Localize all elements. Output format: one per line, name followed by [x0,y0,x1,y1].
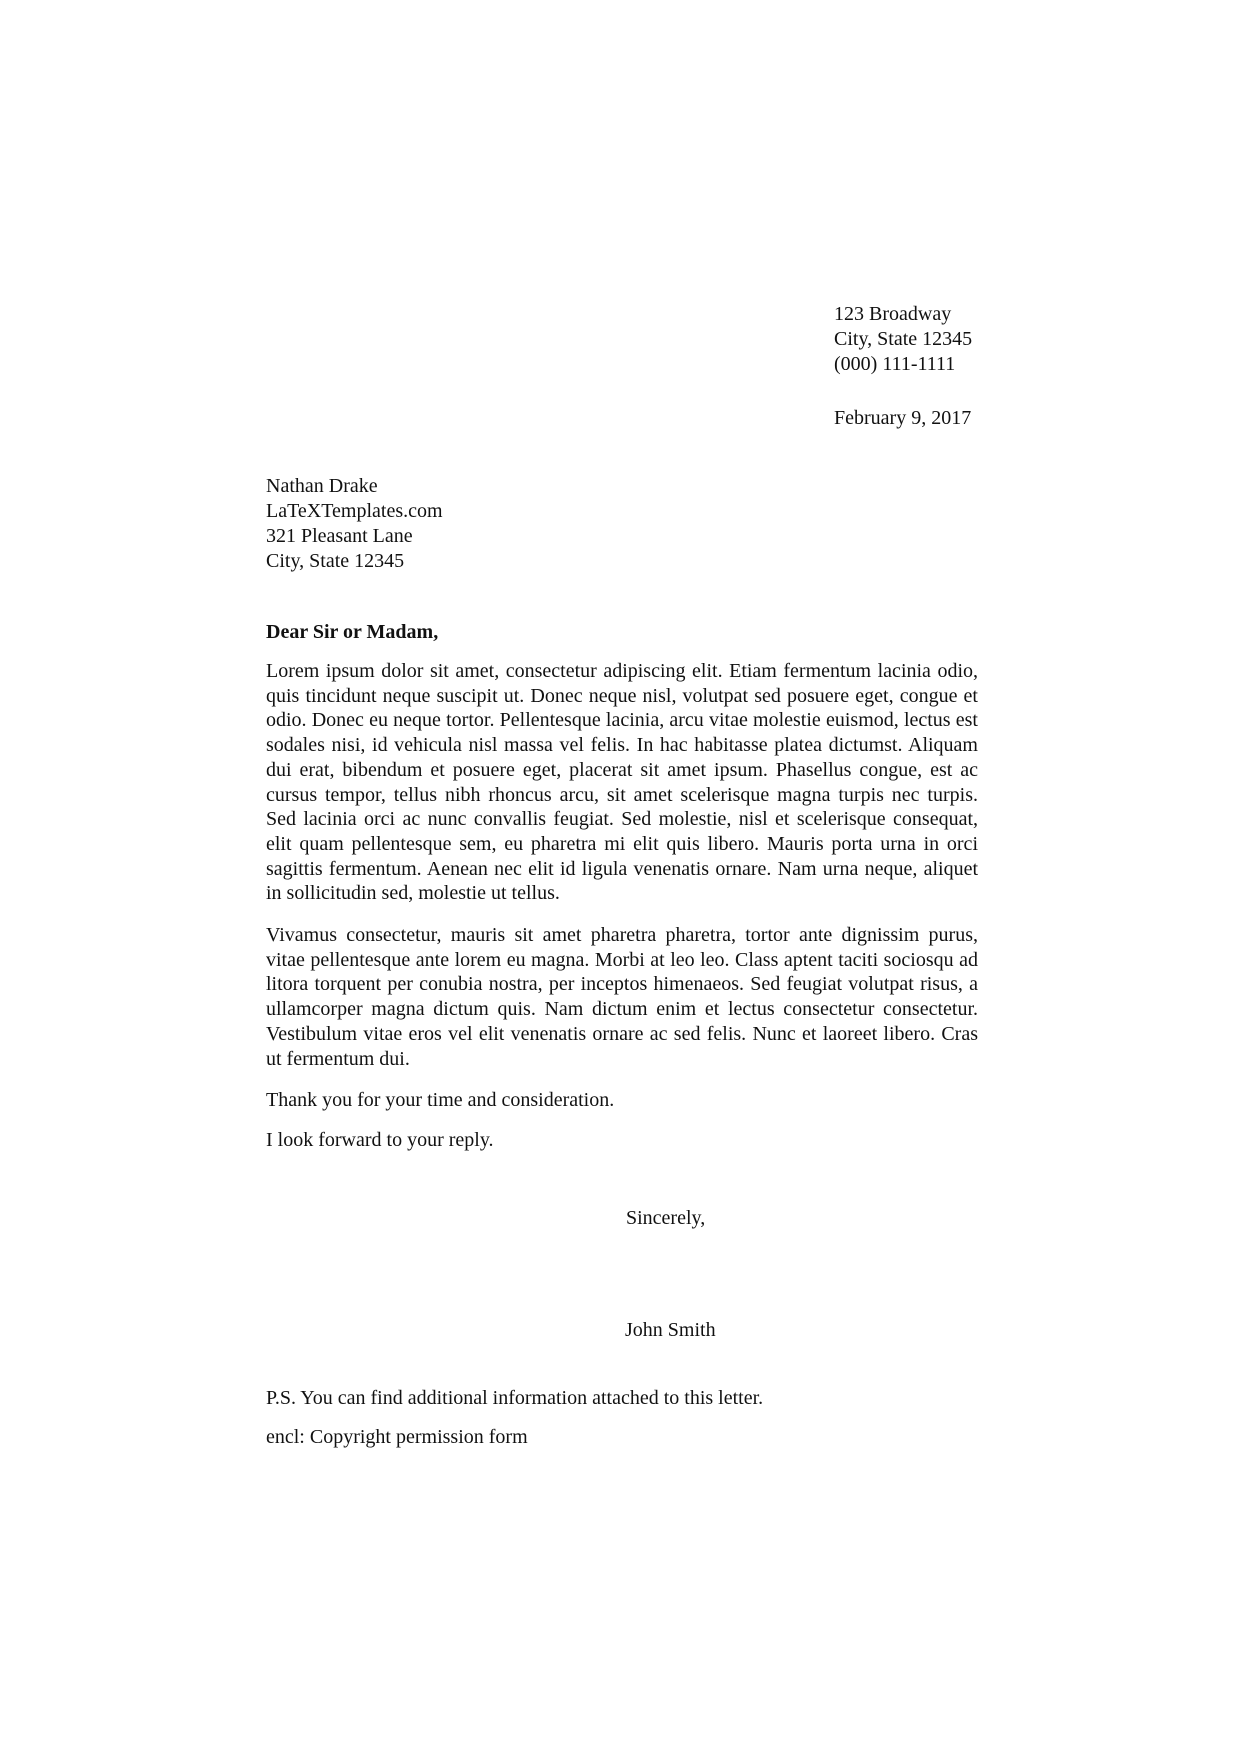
letter-date: February 9, 2017 [834,407,972,429]
sender-city-state: City, State 12345 [834,328,973,350]
body-paragraph: Lorem ipsum dolor sit amet, consectetur adipiscing elit. Etiam fermentum lacinia odio, quis tincidunt neque suscipit ut. Donec neque nisl, volutpat sed posuere eget, congue et odio. Donec eu neque tortor. Pellentesque lacinia, arcu vitae molestie euismod, lectus est sodales nisi, id vehicula nisl massa vel felis. In hac habitasse platea dictumst. Aliquam dui erat, bibendum et posuere eget, placerat sit amet ipsum. Phasellus congue, est ac cursus tempor, tellus nibh rhoncus arcu, sit amet scelerisque magna turpis nec turpis. Sed lacinia orci ac nunc convallis feugiat. Sed molestie, nisl et scelerisque consequat, elit quam pellentesque sem, eu pharetra mi elit quis libero. Mauris porta urna in orci sagittis fermentum. Aenean nec elit id ligula venenatis ornare. Nam urna neque, aliquet in sollicitudin sed, molestie ut tellus. [266,660,978,905]
sender-address-block [834,302,972,377]
postscript: P.S. You can find additional information attached to this letter. [266,1387,764,1409]
sender-street: 123 Broadway [834,303,952,325]
recipient-city-state: City, State 12345 [266,550,405,572]
recipient-name: Nathan Drake [266,475,378,497]
body-paragraph: Vivamus consectetur, mauris sit amet pharetra pharetra, tortor ante dignissim purus, vitae pellentesque ante lorem eu magna. Morbi at leo leo. Class aptent taciti sociosqu ad litora torquent per conubia nostra, per inceptos himenaeos. Sed feugiat volutpat risus, a ullamcorper magna dictum quis. Nam dictum enim et lectus consectetur consectetur. Vestibulum vitae eros vel elit venenatis ornare ac sed felis. Nunc et laoreet libero. Cras ut fermentum dui. [266,924,978,1070]
thanks-line: Thank you for your time and consideration. [266,1089,615,1111]
enclosure-note: encl: Copyright permission form [266,1426,528,1448]
reply-line: I look forward to your reply. [266,1129,494,1151]
closing: Sincerely, [626,1207,706,1229]
recipient-address-block [266,474,443,574]
signature-name: John Smith [625,1319,716,1341]
salutation: Dear Sir or Madam, [266,621,439,643]
recipient-organization: LaTeXTemplates.com [266,500,443,522]
recipient-street: 321 Pleasant Lane [266,525,413,547]
sender-phone: (000) 111-1111 [834,353,956,375]
